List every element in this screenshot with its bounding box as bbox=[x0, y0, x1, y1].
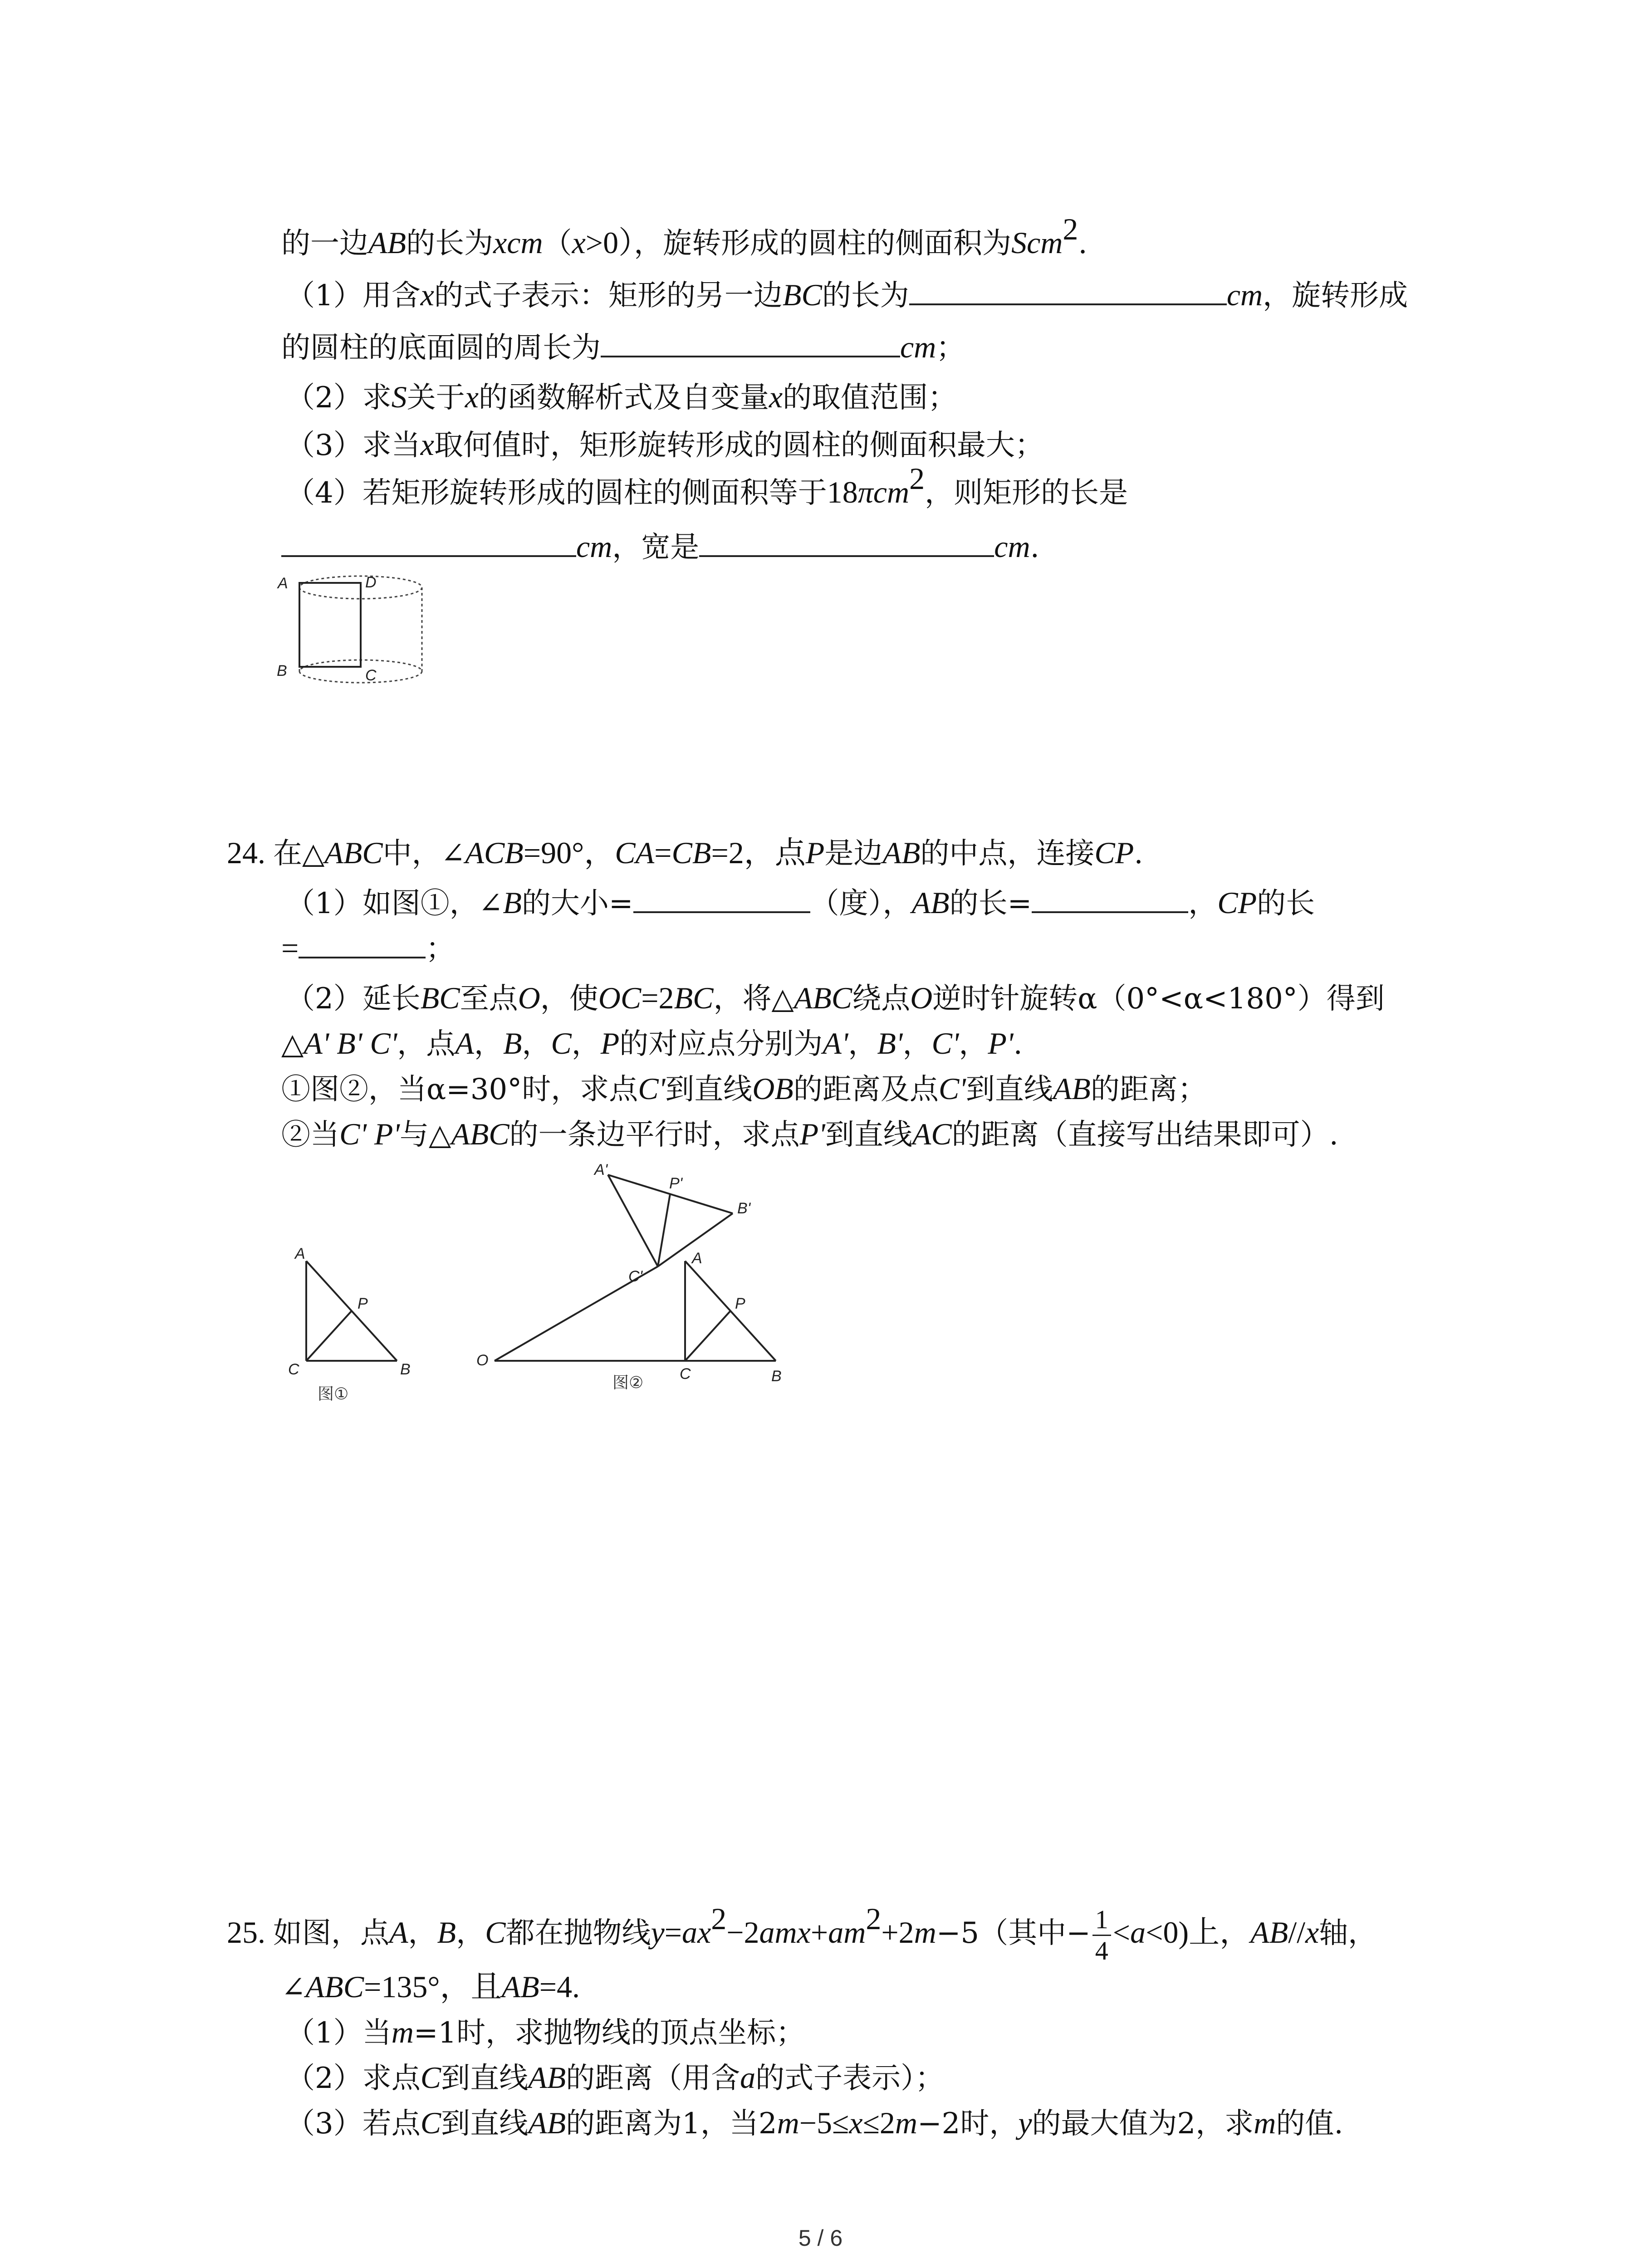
text: 的式子表示：矩形的另一边 bbox=[434, 279, 783, 313]
label-D: D bbox=[365, 574, 377, 591]
label-C-prime: C' bbox=[628, 1268, 643, 1285]
q23-line-4 bbox=[286, 424, 1044, 466]
math: AB bbox=[1053, 1071, 1091, 1106]
text: ， bbox=[959, 1027, 988, 1061]
math: A bbox=[389, 1915, 408, 1950]
math: x bbox=[420, 427, 434, 462]
math: ABC bbox=[794, 981, 852, 1015]
math: m bbox=[777, 2106, 799, 2140]
math: Scm bbox=[1011, 225, 1063, 260]
math: cm bbox=[900, 330, 936, 364]
text: （ bbox=[543, 227, 572, 260]
text: 到直线 bbox=[441, 2062, 529, 2095]
math: cm bbox=[1226, 278, 1263, 312]
label-A: A bbox=[278, 575, 288, 592]
math: ≤2 bbox=[862, 2106, 895, 2140]
math: C' bbox=[931, 1026, 959, 1061]
math: >0） bbox=[585, 225, 634, 260]
math: +2 bbox=[881, 1915, 914, 1950]
math: B bbox=[437, 1915, 456, 1950]
q24-line-1 bbox=[286, 882, 1315, 924]
text: 都在抛物线 bbox=[505, 1916, 651, 1950]
answer-blank bbox=[1032, 883, 1188, 913]
math: CP bbox=[1217, 885, 1257, 920]
text: ， bbox=[571, 1027, 601, 1061]
text: 关于 bbox=[407, 381, 465, 415]
text: （2）延长 bbox=[286, 982, 421, 1016]
text: ①图②，当α=30°时，求点 bbox=[281, 1073, 638, 1106]
math: y bbox=[651, 1915, 665, 1950]
text: 的值. bbox=[1276, 2107, 1343, 2141]
segment-C1P1 bbox=[658, 1194, 670, 1266]
label-C: C bbox=[288, 1361, 299, 1378]
text: 轴， bbox=[1319, 1916, 1377, 1950]
text: ，旋转形成的圆柱的侧面积为 bbox=[634, 227, 1012, 260]
text: ，则矩形的长是 bbox=[925, 476, 1128, 510]
text: （度）， bbox=[810, 887, 912, 920]
text: 的取值范围； bbox=[783, 381, 957, 415]
label-A: A bbox=[295, 1245, 305, 1262]
fraction-numerator: 1 bbox=[1092, 1905, 1111, 1936]
label-B: B bbox=[771, 1368, 782, 1385]
math: AB bbox=[528, 2060, 566, 2095]
math: cm bbox=[994, 529, 1030, 564]
math: C' P' bbox=[339, 1117, 400, 1151]
text: 的一边 bbox=[281, 227, 368, 260]
text: 到直线 bbox=[825, 1118, 912, 1152]
label-A-prime: A' bbox=[594, 1161, 608, 1178]
math: C' bbox=[638, 1071, 666, 1106]
text: 的长为 bbox=[406, 227, 494, 260]
math: OB bbox=[752, 1071, 794, 1106]
segment-CP bbox=[306, 1311, 352, 1361]
math: =4. bbox=[539, 1970, 580, 2004]
text: 的一条边平行时，求点 bbox=[509, 1118, 800, 1152]
text: （4）若矩形旋转形成的圆柱的侧面积等于 bbox=[286, 476, 827, 510]
math: BC bbox=[674, 981, 714, 1015]
math: O bbox=[910, 981, 933, 1015]
math: m bbox=[914, 1915, 936, 1950]
label-C: C bbox=[680, 1365, 691, 1383]
q25-line-0 bbox=[227, 1903, 1377, 1966]
answer-blank bbox=[281, 527, 576, 557]
q24-line-5 bbox=[281, 1068, 1207, 1110]
math: AB bbox=[911, 885, 950, 920]
answer-blank bbox=[299, 929, 426, 958]
answer-blank bbox=[699, 527, 994, 557]
text: 的距离（用含 bbox=[566, 2062, 740, 2095]
text: 如图，点 bbox=[273, 1916, 389, 1950]
cylinder-figure bbox=[272, 569, 436, 696]
math: ABC bbox=[451, 1117, 509, 1151]
math: C bbox=[420, 2060, 441, 2095]
text: ，旋转形成 bbox=[1263, 279, 1408, 313]
text: . bbox=[1134, 837, 1143, 870]
q24-line-4 bbox=[281, 1023, 1023, 1065]
math: C' bbox=[938, 1071, 966, 1106]
math: < bbox=[1112, 1915, 1131, 1950]
text: ， bbox=[522, 1027, 551, 1061]
text: −2时， bbox=[917, 2107, 1019, 2141]
text: ， bbox=[456, 1916, 485, 1950]
label-P: P bbox=[358, 1295, 368, 1312]
text: 的长为 bbox=[822, 279, 909, 313]
text: 的距离（直接写出结果即可）. bbox=[951, 1118, 1338, 1152]
text: −5（其中− bbox=[936, 1916, 1091, 1950]
text: . bbox=[1030, 531, 1039, 564]
math: =90°， bbox=[523, 836, 615, 870]
rectangle-abcd bbox=[299, 583, 361, 667]
math: x bbox=[572, 225, 586, 260]
text: 的长 bbox=[1257, 887, 1315, 920]
math: BC bbox=[782, 278, 822, 312]
math: CB bbox=[671, 836, 711, 870]
math: C bbox=[485, 1915, 506, 1950]
text: 到直线 bbox=[965, 1073, 1053, 1106]
math: B bbox=[503, 885, 522, 920]
text: （2）求点 bbox=[286, 2062, 421, 2095]
text: 的式子表示）； bbox=[755, 2062, 945, 2095]
q23-line-6 bbox=[281, 526, 1039, 568]
math: πcm bbox=[857, 475, 910, 509]
math: x bbox=[420, 278, 434, 312]
math: =2 bbox=[641, 981, 674, 1015]
q25-line-3 bbox=[286, 2057, 944, 2099]
text: =135°，且 bbox=[364, 1970, 502, 2004]
text: 在△ bbox=[273, 837, 325, 870]
math: A' B' C' bbox=[304, 1026, 397, 1061]
q23-line-0 bbox=[281, 212, 1087, 264]
math: B' bbox=[877, 1026, 903, 1061]
text: ，使 bbox=[540, 982, 598, 1016]
question-number: 24. bbox=[227, 836, 273, 870]
math: x bbox=[849, 2106, 863, 2140]
math: 18 bbox=[827, 475, 858, 509]
math: ABC bbox=[305, 1970, 364, 2004]
text: 的函数解析式及自变量 bbox=[478, 381, 769, 415]
math: AC bbox=[912, 1117, 952, 1151]
math: P' bbox=[988, 1026, 1014, 1061]
text: （1）如图①，∠ bbox=[286, 887, 503, 920]
math: P' bbox=[799, 1117, 825, 1151]
text: ， bbox=[408, 1916, 437, 1950]
math: AB bbox=[882, 836, 921, 870]
math: = bbox=[654, 836, 672, 870]
math: AB bbox=[1250, 1915, 1288, 1950]
math: CA bbox=[615, 836, 655, 870]
text: 是边 bbox=[824, 837, 883, 870]
text: 的圆柱的底面圆的周长为 bbox=[281, 331, 601, 365]
text: . bbox=[1013, 1027, 1023, 1061]
text: 的中点，连接 bbox=[920, 837, 1095, 870]
text: = bbox=[281, 931, 299, 965]
fraction-denominator: 4 bbox=[1095, 1936, 1108, 1965]
text: 到直线 bbox=[665, 1073, 753, 1106]
text: 与△ bbox=[399, 1118, 451, 1152]
text: 的距离； bbox=[1090, 1073, 1207, 1106]
question-number: 25. bbox=[227, 1915, 273, 1950]
figure-2 bbox=[467, 1161, 812, 1406]
math: x bbox=[465, 380, 479, 414]
text: （1）用含 bbox=[286, 279, 421, 313]
math: m bbox=[391, 2015, 414, 2049]
math: = bbox=[664, 1915, 682, 1950]
superscript: 2 bbox=[909, 461, 925, 496]
superscript: 2 bbox=[711, 1901, 727, 1936]
text: 绕点 bbox=[852, 982, 911, 1016]
math: ABC bbox=[324, 836, 383, 870]
answer-blank bbox=[909, 275, 1227, 305]
label-P-prime: P' bbox=[669, 1175, 683, 1192]
math: a bbox=[740, 2060, 756, 2095]
math: xcm bbox=[493, 225, 543, 260]
math: am bbox=[828, 1915, 866, 1950]
text: ，将△ bbox=[713, 982, 794, 1016]
text: 逆时针旋转α（0°<α<180°）得到 bbox=[932, 982, 1385, 1016]
math: BC bbox=[420, 981, 460, 1015]
text: ， bbox=[1188, 887, 1218, 920]
text: <0)上， bbox=[1146, 1915, 1251, 1950]
label-C: C bbox=[365, 667, 377, 684]
math: C bbox=[420, 2106, 441, 2140]
answer-blank bbox=[601, 327, 900, 357]
math: S bbox=[391, 380, 407, 414]
math: A' bbox=[823, 1026, 848, 1061]
q23-line-3 bbox=[286, 376, 957, 418]
math: x bbox=[769, 380, 783, 414]
q25-line-4 bbox=[286, 2102, 1343, 2144]
q24-line-3 bbox=[286, 978, 1385, 1019]
text: ②当 bbox=[281, 1118, 339, 1152]
text: 到直线 bbox=[441, 2107, 529, 2141]
math: CP bbox=[1094, 836, 1134, 870]
math: ACB bbox=[465, 836, 524, 870]
q25-line-1 bbox=[281, 1966, 580, 2008]
math: AB bbox=[501, 1970, 539, 2004]
text: ，点 bbox=[397, 1027, 456, 1061]
text: 的对应点分别为 bbox=[619, 1027, 823, 1061]
fraction bbox=[1092, 1905, 1111, 1966]
text: （3）求当 bbox=[286, 429, 421, 462]
math: + bbox=[810, 1915, 828, 1950]
q24-line-0 bbox=[227, 832, 1143, 874]
math: cm bbox=[576, 529, 612, 564]
math: OC bbox=[598, 981, 642, 1015]
text: ； bbox=[426, 932, 455, 966]
math: y bbox=[1018, 2106, 1032, 2140]
math: C bbox=[551, 1026, 572, 1061]
text: =1时，求抛物线的顶点坐标； bbox=[413, 2016, 805, 2050]
answer-blank bbox=[633, 883, 810, 913]
text: 的最大值为2，求 bbox=[1032, 2107, 1254, 2141]
figure-1-caption: 图① bbox=[318, 1385, 349, 1403]
math: B bbox=[503, 1026, 522, 1061]
math: P bbox=[600, 1026, 620, 1061]
q23-line-2 bbox=[281, 327, 965, 368]
math: A bbox=[455, 1026, 474, 1061]
text: 的距离及点 bbox=[793, 1073, 939, 1106]
q25-line-2 bbox=[286, 2012, 805, 2053]
math: ax bbox=[682, 1915, 711, 1950]
label-P: P bbox=[735, 1295, 745, 1312]
text: =2，点 bbox=[711, 836, 806, 870]
text: ，宽是 bbox=[612, 531, 700, 564]
math: AB bbox=[528, 2106, 566, 2140]
text: △ bbox=[281, 1027, 304, 1061]
text: . bbox=[1078, 227, 1087, 260]
label-B: B bbox=[400, 1361, 411, 1378]
math: −2 bbox=[726, 1915, 759, 1950]
text: ∠ bbox=[281, 1971, 306, 2004]
text: 中，∠ bbox=[382, 837, 465, 870]
text: 的大小= bbox=[521, 887, 633, 920]
text: （3）若点 bbox=[286, 2107, 421, 2141]
math: m bbox=[895, 2106, 917, 2140]
text: 取何值时，矩形旋转形成的圆柱的侧面积最大； bbox=[434, 429, 1044, 462]
math: m bbox=[1254, 2106, 1276, 2140]
superscript: 2 bbox=[866, 1901, 882, 1936]
figure-2-caption: 图② bbox=[612, 1374, 644, 1392]
text: 的长= bbox=[949, 887, 1032, 920]
page-number: 5 / 6 bbox=[798, 2225, 843, 2251]
q24-line-6 bbox=[281, 1114, 1338, 1155]
text: ， bbox=[902, 1027, 932, 1061]
text: ， bbox=[474, 1027, 503, 1061]
math: amx bbox=[759, 1915, 811, 1950]
label-B-prime: B' bbox=[737, 1200, 751, 1217]
text: 的距离为1，当2 bbox=[566, 2107, 777, 2141]
text: ； bbox=[936, 331, 965, 365]
q24-line-2 bbox=[281, 928, 455, 969]
label-O: O bbox=[476, 1352, 489, 1369]
segment-CP bbox=[685, 1311, 730, 1361]
math: x bbox=[1305, 1915, 1319, 1950]
q23-line-1 bbox=[286, 274, 1408, 316]
label-B: B bbox=[277, 662, 287, 679]
math: P bbox=[805, 836, 825, 870]
math: −5≤ bbox=[799, 2106, 849, 2140]
math: // bbox=[1288, 1915, 1305, 1950]
math: AB bbox=[368, 225, 407, 260]
q23-line-5 bbox=[286, 461, 1128, 513]
label-A: A bbox=[692, 1250, 702, 1267]
text: （2）求 bbox=[286, 381, 392, 415]
figure-1 bbox=[281, 1238, 426, 1406]
text: ， bbox=[848, 1027, 877, 1061]
math: O bbox=[518, 981, 540, 1015]
superscript: 2 bbox=[1063, 212, 1078, 246]
text: 至点 bbox=[460, 982, 518, 1016]
math: a bbox=[1130, 1915, 1146, 1950]
text: （1）当 bbox=[286, 2016, 392, 2050]
